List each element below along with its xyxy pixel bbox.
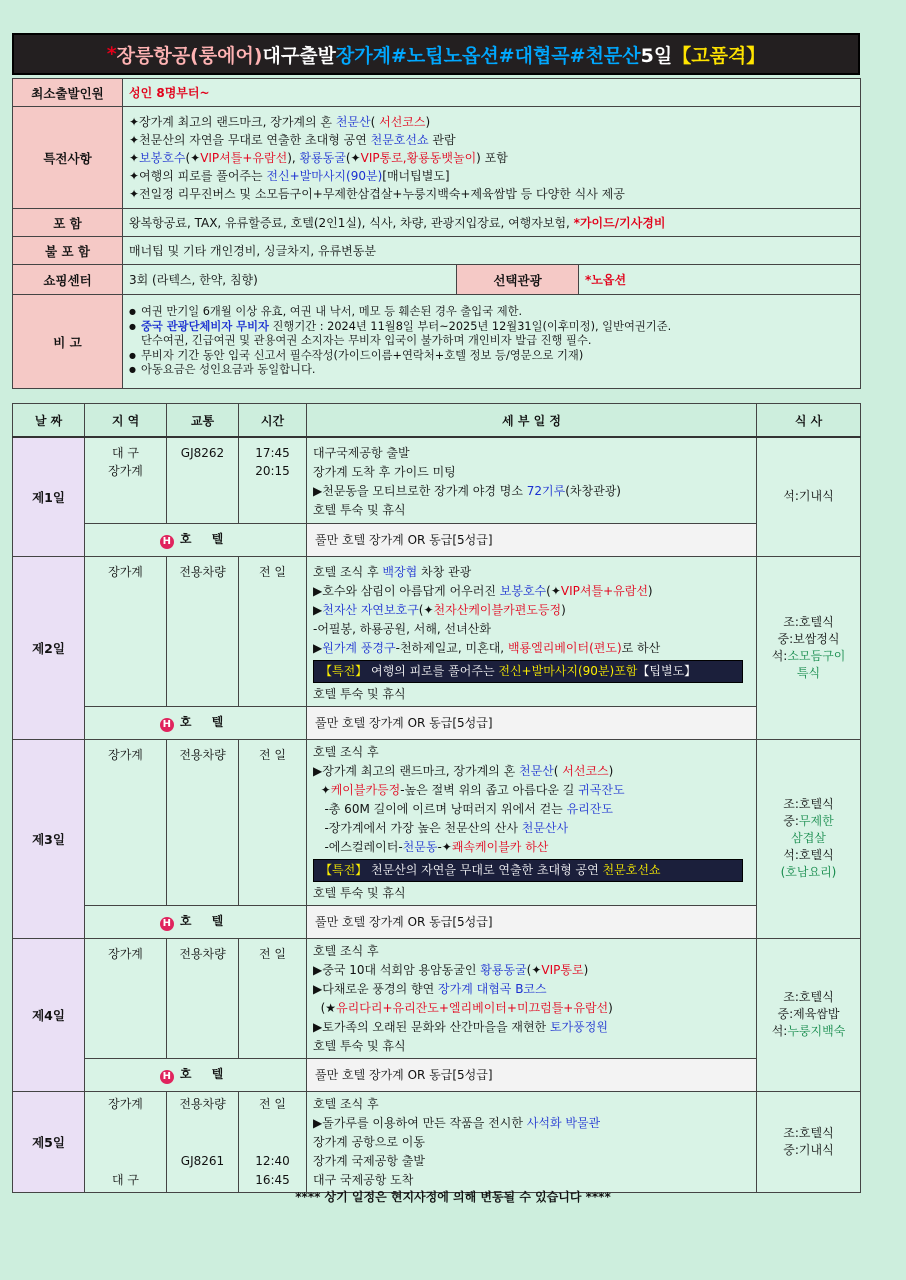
day5-detail: 호텔 조식 후 ▶돌가루를 이용하여 만든 작품을 전시한 사석화 박물관 장가계 공항으로 이동 장가계 국제공항 출발 대구 국제공항 도착 [307,1091,757,1192]
day3-row [13,739,861,905]
day3-detail: 호텔 조식 후 ▶장가계 최고의 랜드마크, 장가계의 혼 천문산( 서선코스) ✦케이블카등정-높은 절벽 위의 좁고 아름다운 길 귀곡잔도 -총 60M 길이에 이르며 낭떠러지 위에서 걷는 유리잔도 -장가계에서 가장 높은 천문산의 산사 천문산사 -에스컬레이터-천문동-✦쾌속케이블카 하산 【특전】 천문산의 자연을 무대로 연출한 초대형 공연 천문호선쇼 호텔 투숙 및 휴식 [307,739,757,905]
note-items [123,295,861,389]
header-meal: 식 사 [757,404,861,438]
exclude-value: 매너팁 및 기타 개인경비, 싱글차지, 유류변동분 [123,237,861,265]
day3-meal: 조:호텔식 중:무제한 삼겹살 석:호텔식 (호남요리) [757,739,861,938]
min-people-label: 최소출발인원 [13,79,123,107]
day2-detail: 호텔 조식 후 백장협 차창 관광 ▶호수와 삼림이 아름답게 어우러진 보봉호수(✦VIP셔틀+유람선) ▶천자산 자연보호구(✦천자산케이블카편도등정) -어필봉, 하룡공원, 서해, 선녀산화 ▶원가계 풍경구-천하제일교, 미혼대, 백룡엘리베이터(편도)로 하산 【특전】 여행의 피로를 풀어주는 전신+발마사지(90분)포함【팁별도】 호텔 투숙 및 휴식 [307,556,757,706]
header-detail: 세 부 일 정 [307,404,757,438]
note-item: 단수여권, 긴급여권 및 관용여권 소지자는 무비자 입국이 불가하며 개인비자 발급 진행 필수. [141,334,592,348]
special-line: ✦천문산의 자연을 무대로 연출한 초대형 공연 천문호선쇼 관람 [129,132,456,147]
day3-label: 제3일 [13,739,85,938]
day4-detail: 호텔 조식 후 ▶중국 10대 석회암 용암동굴인 황룡동굴(✦VIP통로) ▶다채로운 풍경의 향연 장가계 대협곡 B코스 (★유리다리+유리잔도+엘리베이터+미끄럼틀+유람선) ▶토가족의 오래된 문화와 산간마을을 재현한 토가풍정원 호텔 투숙 및 휴식 [307,938,757,1058]
special-line: ✦여행의 피로를 풀어주는 전신+발마사지(90분)[매너팁별도] [129,168,450,183]
option-label: 선택관광 [457,265,579,295]
day5-label: 제5일 [13,1091,85,1192]
hotel-label: H 호 텔 [85,1058,307,1091]
note-item: ● 아동요금은 성인요금과 동일합니다. [141,363,854,378]
hotel-icon: H [160,535,174,549]
hotel-value: 풀만 호텔 장가계 OR 동급[5성급] [307,523,757,556]
option-value: *노옵션 [579,265,861,295]
info-table [12,78,861,389]
day5-row [13,1091,861,1192]
shop-value: 3회 (라텍스, 한약, 침향) [123,265,457,295]
note-item: ● 중국 관광단체비자 무비자 진행기간 : 2024년 11월8일 부터~2025년 12월31일(이후미정), 일반여권기준. [141,320,854,335]
note-item: ● 여권 만기일 6개월 이상 유효, 여권 내 낙서, 메모 등 훼손된 경우 출입국 제한. [141,305,854,320]
hotel-label: H 호 텔 [85,706,307,739]
hotel-value: 풀만 호텔 장가계 OR 동급[5성급] [307,1058,757,1091]
day1-row [13,437,861,523]
day2-row [13,556,861,706]
footer-note: **** 상기 일정은 현지사정에 의해 변동될 수 있습니다 **** [295,1190,611,1204]
day5-region: 장가계 대 구 [85,1091,167,1192]
day2-hotel-row [13,706,861,739]
day2-meal: 조:호텔식 중:보쌈정식 석:소모듬구이 특식 [757,556,861,739]
hotel-value: 풀만 호텔 장가계 OR 동급[5성급] [307,905,757,938]
day4-hotel-row [13,1058,861,1091]
hotel-icon: H [160,1070,174,1084]
special-line: ✦장가계 최고의 랜드마크, 장가계의 혼 천문산( 서선코스) [129,114,431,129]
day4-time: 전 일 [239,938,307,1058]
day3-benefit-banner: 【특전】 천문산의 자연을 무대로 연출한 초대형 공연 천문호선쇼 [313,859,743,882]
day2-region: 장가계 [85,556,167,706]
special-items [123,107,861,209]
day4-transport: 전용차량 [167,938,239,1058]
day2-benefit-banner: 【특전】 여행의 피로를 풀어주는 전신+발마사지(90분)포함【팁별도】 [313,660,743,683]
include-label: 포 함 [13,209,123,237]
day2-transport: 전용차량 [167,556,239,706]
hotel-label: H 호 텔 [85,905,307,938]
day4-label: 제4일 [13,938,85,1091]
day4-region: 장가계 [85,938,167,1058]
day1-detail: 대구국제공항 출발 장가계 도착 후 가이드 미팅 ▶천문동을 모티브로한 장가계 야경 명소 72기루(차창관광) 호텔 투숙 및 휴식 [307,437,757,523]
day5-time: 전 일 12:40 16:45 [239,1091,307,1192]
hotel-value: 풀만 호텔 장가계 OR 동급[5성급] [307,706,757,739]
day1-region: 대 구 장가계 [85,437,167,523]
title-destinations: 장가계#노팁노옵션#대협곡#천문산 [335,44,641,67]
day1-hotel-row [13,523,861,556]
day1-label: 제1일 [13,437,85,556]
special-label: 특전사항 [13,107,123,209]
note-label: 비 고 [13,295,123,389]
header-transport: 교통 [167,404,239,438]
hotel-icon: H [160,917,174,931]
hotel-icon: H [160,718,174,732]
special-line: ✦전일정 리무진버스 및 소모듬구이+무제한삼겹살+누룽지백숙+제육쌈밥 등 다양한 식사 제공 [129,186,625,201]
hotel-label: H 호 텔 [85,523,307,556]
header-time: 시간 [239,404,307,438]
day3-hotel-row [13,905,861,938]
day4-meal: 조:호텔식 중:제육쌈밥 석:누룽지백숙 [757,938,861,1091]
note-item: ● 무비자 기간 동안 입국 신고서 필수작성(가이드이름+연락처+호텔 정보 등/영문으로 기재) [141,349,854,364]
day1-transport: GJ8262 [167,437,239,523]
day5-transport: 전용차량 GJ8261 [167,1091,239,1192]
special-line: ✦보봉호수(✦VIP셔틀+유람선), 황룡동굴(✦VIP통로,황룡동뱃놀이) 포함 [129,150,508,165]
day2-label: 제2일 [13,556,85,739]
include-value: 왕복항공료, TAX, 유류할증료, 호텔(2인1실), 식사, 차량, 관광지입장료, 여행자보험, *가이드/기사경비 [123,209,861,237]
day1-time: 17:45 20:15 [239,437,307,523]
page-title [12,33,860,75]
day3-time: 전 일 [239,739,307,905]
title-duration: 5일 [640,44,673,67]
day3-region: 장가계 [85,739,167,905]
title-airline: 장릉항공(룽에어) [116,44,263,67]
schedule-table [12,403,861,1193]
day4-row [13,938,861,1058]
day3-transport: 전용차량 [167,739,239,905]
day2-time: 전 일 [239,556,307,706]
title-grade: 【고품격】 [672,44,766,67]
header-date: 날 짜 [13,404,85,438]
day5-meal: 조:호텔식 중:기내식 [757,1091,861,1192]
min-people-value: 성인 8명부터~ [123,79,861,107]
exclude-label: 불 포 함 [13,237,123,265]
title-departure: 대구출발 [262,44,336,67]
shop-label: 쇼핑센터 [13,265,123,295]
day1-meal: 석:기내식 [757,437,861,556]
header-region: 지 역 [85,404,167,438]
title-star: * [106,43,117,65]
